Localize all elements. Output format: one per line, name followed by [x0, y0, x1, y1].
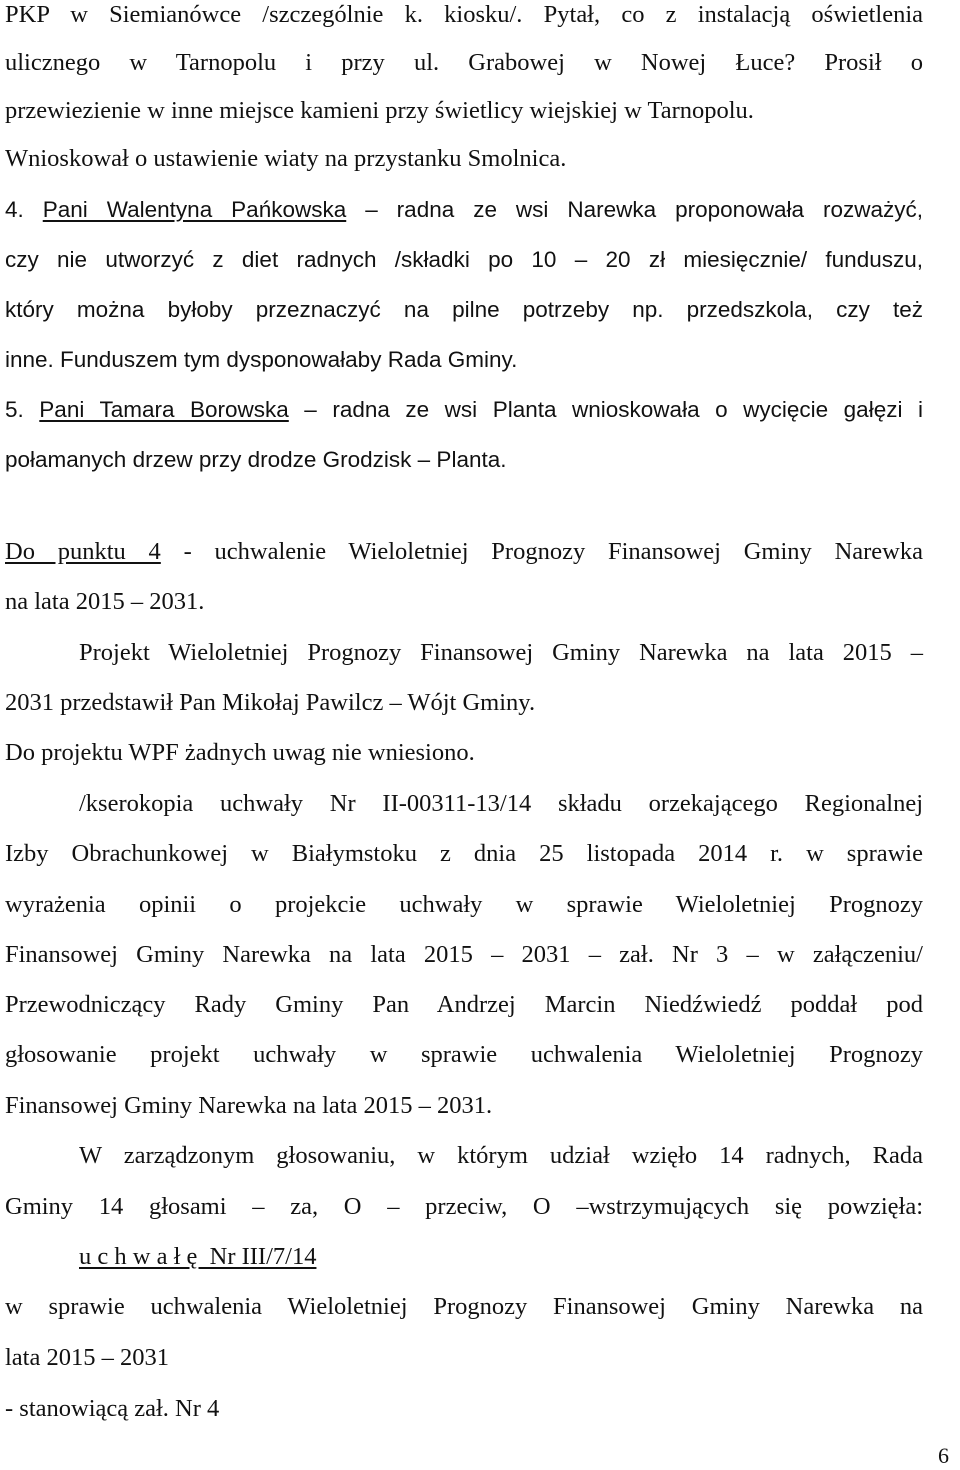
item-5-number: 5. — [5, 397, 40, 422]
text-line: Do projektu WPF żadnych uwag nie wniesiono. — [5, 739, 475, 766]
text-line: /kserokopia uchwały Nr II-00311-13/14 składu orzekającego Regionalnej — [79, 790, 923, 817]
text-line: który można byłoby przeznaczyć na pilne potrzeby np. przedszkola, czy też — [5, 297, 923, 322]
text-line: Gminy 14 głosami – za, O – przeciw, O –wstrzymujących się powzięła: — [5, 1193, 923, 1220]
item-4-number: 4. — [5, 197, 43, 222]
text-line: Projekt Wieloletniej Prognozy Finansowej Gminy Narewka na lata 2015 – — [79, 639, 923, 666]
text-line: w sprawie uchwalenia Wieloletniej Prognozy Finansowej Gminy Narewka na — [5, 1293, 923, 1320]
section-heading — [5, 537, 923, 567]
text-line: W zarządzonym głosowaniu, w którym udział wzięło 14 radnych, Rada — [79, 1142, 923, 1169]
text-line: Finansowej Gminy Narewka na lata 2015 – 2031. — [5, 1092, 493, 1119]
item-4-name: Pani Walentyna Pańkowska — [42, 197, 347, 222]
text-line: wyrażenia opinii o projekcie uchwały w sprawie Wieloletniej Prognozy — [5, 891, 923, 918]
text-line: 2031 przedstawił Pan Mikołaj Pawilcz – Wójt Gminy. — [5, 689, 536, 716]
text-line: na lata 2015 – 2031. — [5, 588, 205, 615]
text-line: głosowanie projekt uchwały w sprawie uchwalenia Wieloletniej Prognozy — [5, 1041, 923, 1068]
text-line: inne. Funduszem tym dysponowałaby Rada Gminy. — [5, 347, 518, 372]
text-line: przewiezienie w inne miejsce kamieni przy świetlicy wiejskiej w Tarnopolu. — [5, 97, 754, 124]
section-heading-text: - uchwalenie Wieloletniej Prognozy Finansowej Gminy Narewka — [160, 538, 923, 565]
text-line: połamanych drzew przy drodze Grodzisk – Planta. — [5, 447, 507, 472]
text-line: PKP w Siemianówce /szczególnie k. kiosku/. Pytał, co z instalacją oświetlenia — [5, 1, 923, 28]
text-line: ulicznego w Tarnopolu i przy ul. Grabowej w Nowej Łuce? Prosił o — [5, 49, 923, 76]
text-line: Przewodniczący Rady Gminy Pan Andrzej Marcin Niedźwiedź poddał pod — [5, 991, 923, 1018]
text-line: lata 2015 – 2031 — [5, 1344, 169, 1371]
item-5-text: – radna ze wsi Planta wnioskowała o wycięcie gałęzi i — [288, 397, 923, 422]
text-line: Izby Obrachunkowej w Białymstoku z dnia 25 listopada 2014 r. w sprawie — [5, 840, 923, 867]
resolution-title: u c h w a ł ę Nr III/7/14 — [79, 1243, 317, 1270]
text-line: Wnioskował o ustawienie wiaty na przystanku Smolnica. — [5, 145, 567, 172]
item-5-name: Pani Tamara Borowska — [39, 397, 289, 422]
item-4-text: – radna ze wsi Narewka proponowała rozważyć, — [346, 197, 923, 222]
text-line: - stanowiącą zał. Nr 4 — [5, 1395, 220, 1422]
item-5-line — [5, 395, 923, 425]
section-heading-link: Do punktu 4 — [5, 538, 161, 565]
page-number: 6 — [938, 1443, 949, 1468]
item-4-line — [5, 195, 923, 225]
text-line: czy nie utworzyć z diet radnych /składki po 10 – 20 zł miesięcznie/ funduszu, — [5, 247, 923, 272]
text-line: Finansowej Gminy Narewka na lata 2015 – 2031 – zał. Nr 3 – w załączeniu/ — [5, 941, 923, 968]
